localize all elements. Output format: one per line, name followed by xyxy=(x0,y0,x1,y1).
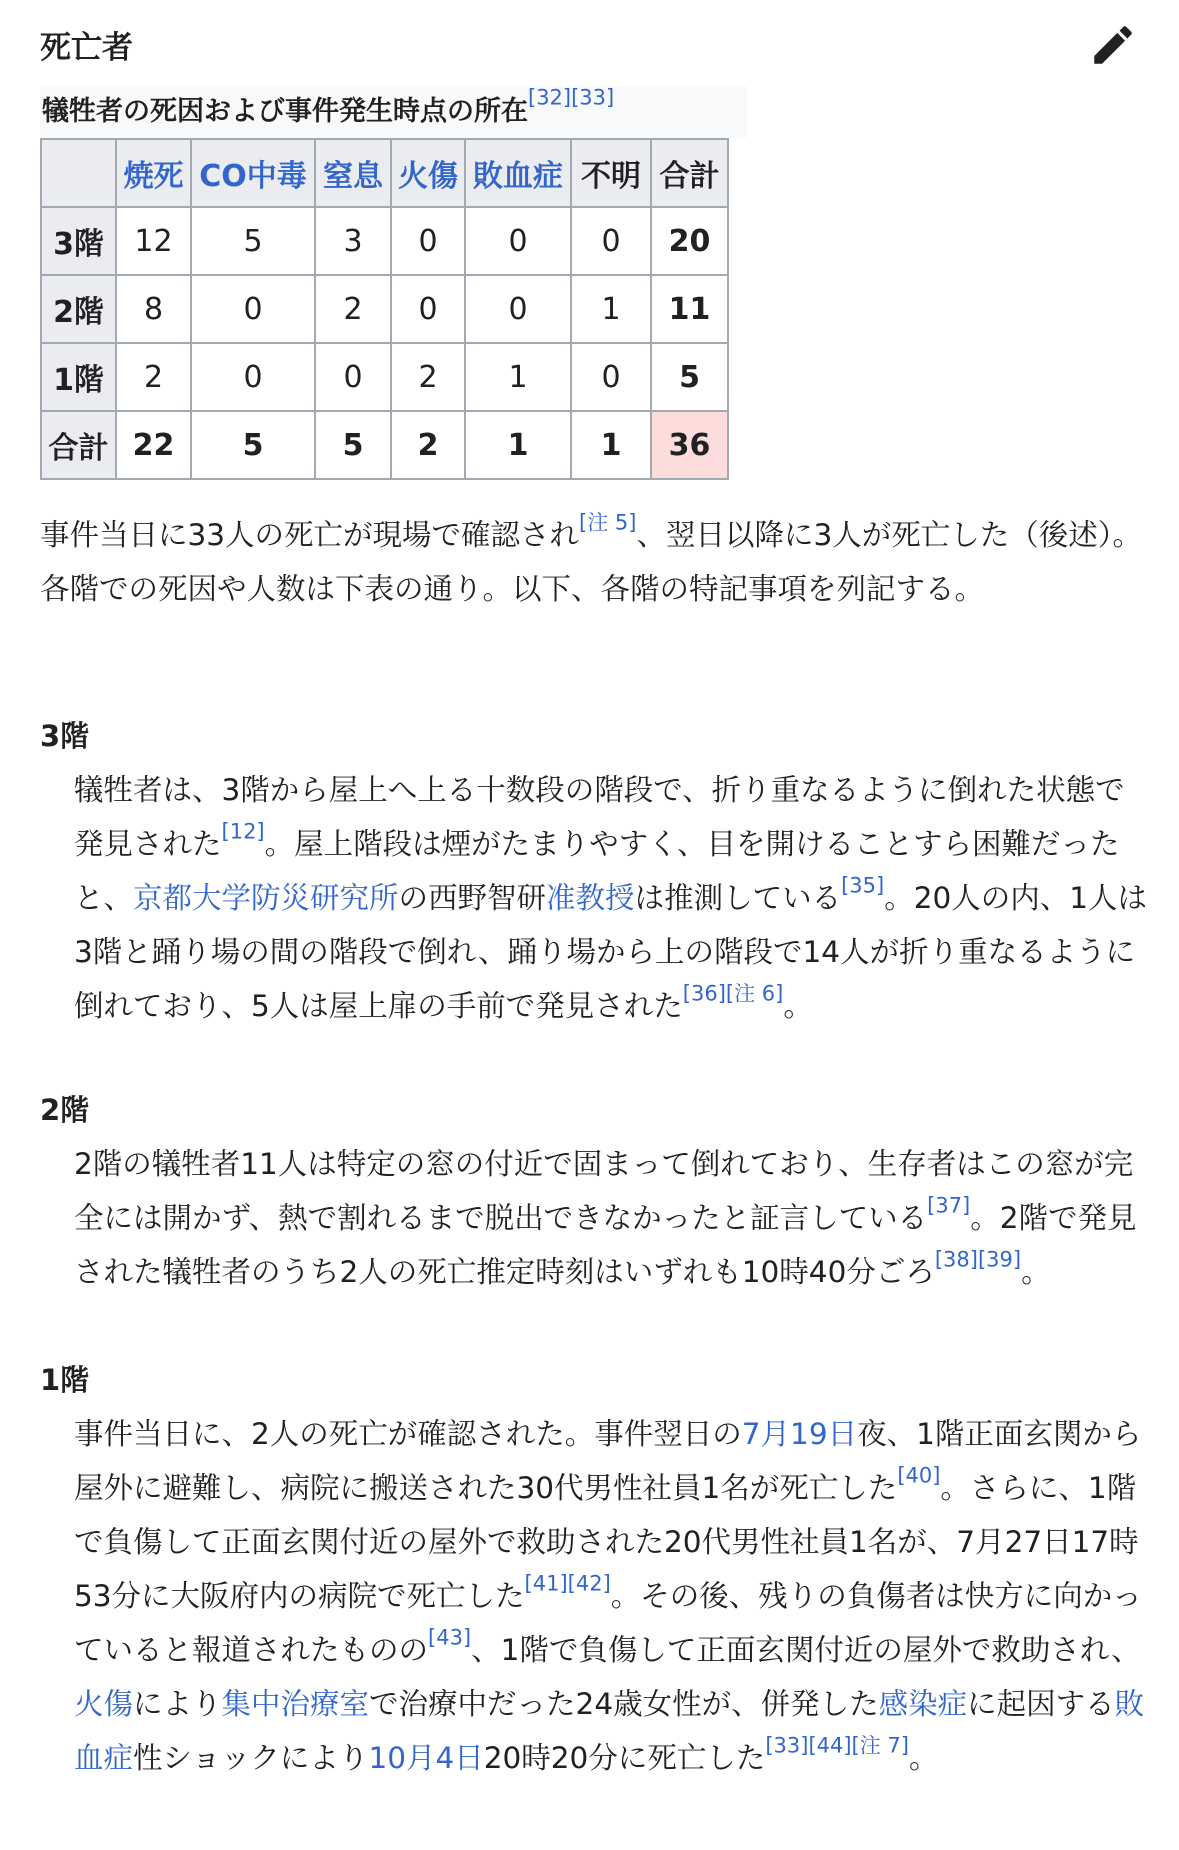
text: 。 xyxy=(908,1741,939,1775)
ref-note-5[interactable]: [注 5] xyxy=(579,510,637,535)
text: 。2階で発見された犠牲者のうち2人の死亡推定時刻はいずれも10時40分ごろ xyxy=(74,1201,1137,1289)
table-row xyxy=(41,275,728,343)
table-cell: 1 xyxy=(465,343,571,411)
text: 。20人の内、1人は3階と踊り場の間の階段で倒れ、踊り場から上の階段で14人が折り重なるように倒れており、5人は屋上扉の手前で発見された xyxy=(74,881,1147,1023)
ref-42[interactable]: [42] xyxy=(567,1571,611,1596)
text: で治療中だった24歳女性が、併発した xyxy=(369,1687,879,1721)
text: 。その後、残りの負傷者は快方に向かっていると報道されたものの xyxy=(74,1579,1142,1667)
text: 。屋上階段は煙がたまりやすく、目を開けることすら困難だったと、 xyxy=(74,827,1120,915)
floor-1-paragraph xyxy=(74,1407,1154,1785)
column-total-cell: 5 xyxy=(315,411,391,479)
ref-40[interactable]: [40] xyxy=(897,1463,941,1488)
ref-12[interactable]: [12] xyxy=(221,819,265,844)
row-header: 2階 xyxy=(41,275,116,343)
table-cell: 0 xyxy=(465,207,571,275)
col-header-burn xyxy=(391,139,465,207)
ref-note-7[interactable]: [注 7] xyxy=(851,1733,909,1758)
table-caption xyxy=(40,86,747,138)
column-total-cell: 5 xyxy=(191,411,315,479)
text: 。 xyxy=(783,989,813,1023)
ref-39[interactable]: [39] xyxy=(977,1247,1022,1272)
caption-text: 犠牲者の死因および事件発生時点の所在 xyxy=(42,96,528,127)
link-icu[interactable]: 集中治療室 xyxy=(221,1687,370,1721)
col-header-asphyxia xyxy=(315,139,391,207)
text: は推測している xyxy=(634,881,842,915)
intro-paragraph xyxy=(40,508,1150,616)
row-total-cell: 11 xyxy=(651,275,728,343)
table-cell: 0 xyxy=(391,275,465,343)
link-july-19[interactable]: 7月19日 xyxy=(741,1417,858,1451)
row-header: 3階 xyxy=(41,207,116,275)
table-cell: 2 xyxy=(116,343,191,411)
column-total-cell: 1 xyxy=(465,411,571,479)
ref-44[interactable]: [44] xyxy=(808,1733,852,1758)
text: 犠牲者は、3階から屋上へ上る十数段の階段で、折り重なるように倒れた状態で発見された xyxy=(74,773,1125,861)
text: 。 xyxy=(1021,1255,1051,1289)
table-cell: 0 xyxy=(315,343,391,411)
heading-floor-3: 3階 xyxy=(40,719,90,753)
table-cell: 0 xyxy=(191,343,315,411)
table-total-row xyxy=(41,411,728,479)
text: により xyxy=(133,1687,222,1721)
table-cell: 0 xyxy=(191,275,315,343)
corner-cell xyxy=(41,139,116,207)
table-row xyxy=(41,207,728,275)
casualty-table xyxy=(40,138,729,480)
text: 2階の犠牲者11人は特定の窓の付近で固まって倒れており、生存者はこの窓が完全には開かず、熱で割れるまで脱出できなかったと証言している xyxy=(74,1147,1134,1235)
ref-33[interactable]: [33] xyxy=(765,1733,809,1758)
ref-note-6[interactable]: [注 6] xyxy=(725,981,784,1006)
section-title: 死亡者 xyxy=(40,30,133,66)
link-sepsis[interactable]: 敗血症 xyxy=(74,1687,1145,1775)
ref-33[interactable]: [33] xyxy=(571,85,615,110)
col-header-co-poisoning xyxy=(191,139,315,207)
link-asphyxia[interactable]: 窒息 xyxy=(323,159,383,194)
text: 事件当日に33人の死亡が現場で確認され xyxy=(40,518,580,552)
text: 、1階で負傷して正面玄関付近の屋外で救助され、 xyxy=(471,1633,1141,1667)
text: 20時20分に死亡した xyxy=(483,1741,766,1775)
text: 。さらに、1階で負傷して正面玄関付近の屋外で救助された20代男性社員1名が、7月27日17時53分に大阪府内の病院で死亡した xyxy=(74,1471,1139,1613)
link-sepsis[interactable]: 敗血症 xyxy=(473,159,563,194)
column-total-cell: 22 xyxy=(116,411,191,479)
table-cell: 8 xyxy=(116,275,191,343)
table-cell: 0 xyxy=(391,207,465,275)
link-october-4[interactable]: 10月4日 xyxy=(368,1741,484,1775)
text: 事件当日に、2人の死亡が確認された。事件翌日の xyxy=(74,1417,742,1451)
link-kyoto-univ-dpri[interactable]: 京都大学防災研究所 xyxy=(133,881,399,915)
row-header: 合計 xyxy=(41,411,116,479)
table-cell: 5 xyxy=(191,207,315,275)
table-cell: 12 xyxy=(116,207,191,275)
table-cell: 1 xyxy=(571,275,651,343)
table-cell: 0 xyxy=(571,343,651,411)
col-header-burn-death xyxy=(116,139,191,207)
text: 夜、1階正面玄関から屋外に避難し、病院に搬送された30代男性社員1名が死亡した xyxy=(74,1417,1142,1505)
col-header-unknown: 不明 xyxy=(571,139,651,207)
table-cell: 2 xyxy=(315,275,391,343)
heading-floor-1: 1階 xyxy=(40,1363,90,1397)
column-total-cell: 2 xyxy=(391,411,465,479)
link-infection[interactable]: 感染症 xyxy=(878,1687,968,1721)
grand-total-cell: 36 xyxy=(651,411,728,479)
row-total-cell: 5 xyxy=(651,343,728,411)
link-burn-death[interactable]: 焼死 xyxy=(123,159,184,194)
table-cell: 2 xyxy=(391,343,465,411)
heading-floor-2: 2階 xyxy=(40,1093,90,1127)
table-cell: 0 xyxy=(571,207,651,275)
ref-43[interactable]: [43] xyxy=(428,1625,472,1650)
link-co-poisoning[interactable]: CO中毒 xyxy=(199,159,307,194)
ref-36[interactable]: [36] xyxy=(682,981,726,1006)
table-header-row xyxy=(41,139,728,207)
text: 性ショックにより xyxy=(133,1741,369,1775)
pencil-icon xyxy=(1088,20,1138,70)
row-total-cell: 20 xyxy=(651,207,728,275)
row-header: 1階 xyxy=(41,343,116,411)
text: に起因する xyxy=(967,1687,1115,1721)
link-burn[interactable]: 火傷 xyxy=(398,159,458,194)
col-header-total: 合計 xyxy=(651,139,728,207)
ref-38[interactable]: [38] xyxy=(934,1247,978,1272)
floor-2-paragraph xyxy=(74,1137,1154,1299)
ref-32[interactable]: [32] xyxy=(528,85,572,110)
col-header-sepsis xyxy=(465,139,571,207)
ref-41[interactable]: [41] xyxy=(524,1571,568,1596)
floor-3-paragraph xyxy=(74,763,1154,1033)
link-associate-professor[interactable]: 准教授 xyxy=(546,881,635,915)
table-cell: 3 xyxy=(315,207,391,275)
link-burn[interactable]: 火傷 xyxy=(74,1687,134,1721)
text: 、翌日以降に3人が死亡した（後述）。各階での死因や人数は下表の通り。以下、各階の特記事項を列記する。 xyxy=(40,518,1142,606)
ref-37[interactable]: [37] xyxy=(927,1193,971,1218)
table-cell: 0 xyxy=(465,275,571,343)
text: の西野智研 xyxy=(398,881,547,915)
ref-35[interactable]: [35] xyxy=(841,873,885,898)
edit-button[interactable] xyxy=(1088,20,1138,70)
column-total-cell: 1 xyxy=(571,411,651,479)
table-row xyxy=(41,343,728,411)
